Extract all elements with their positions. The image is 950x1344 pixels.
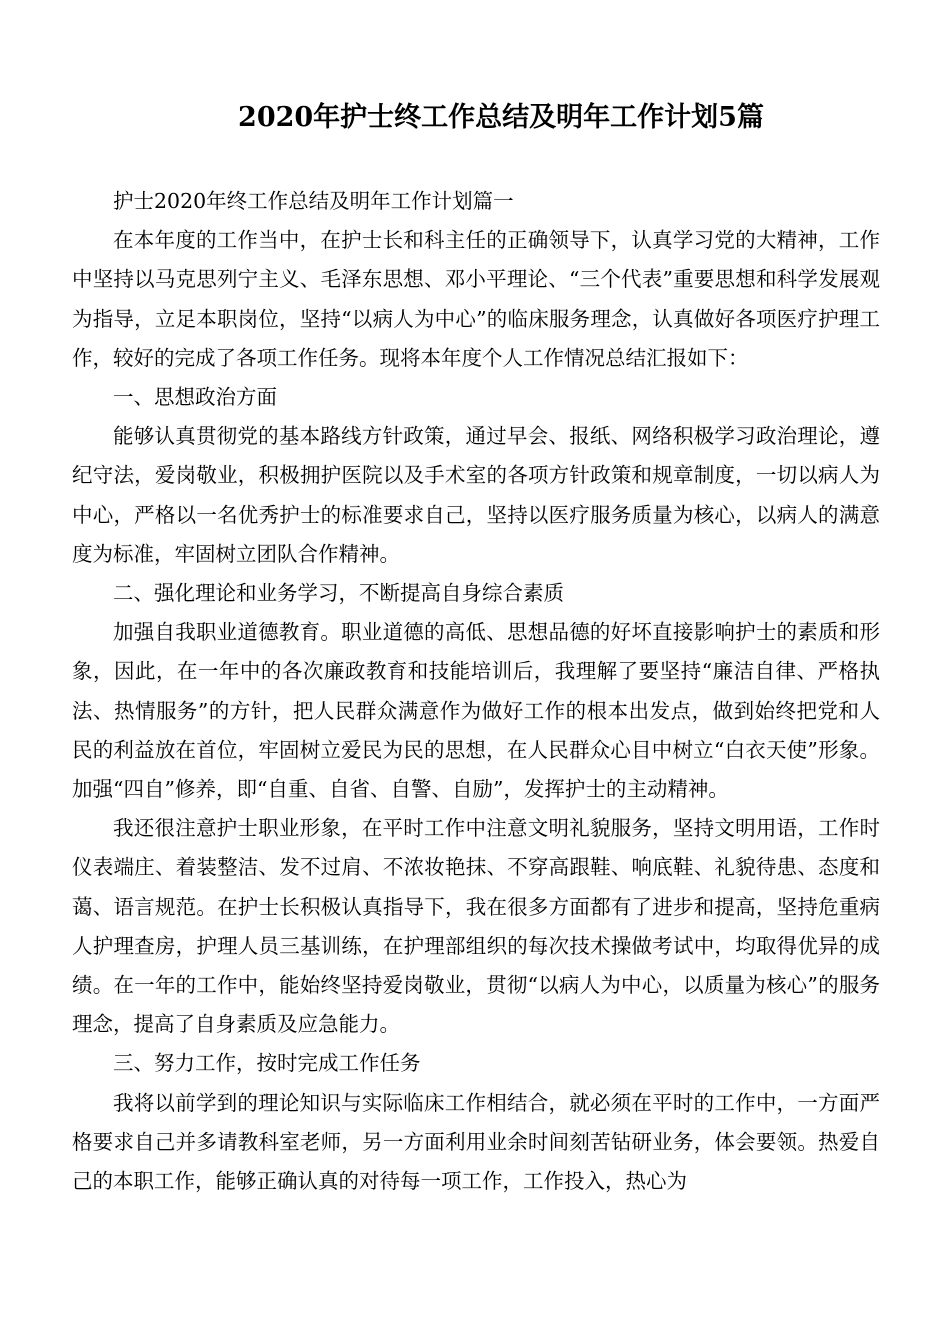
section-heading: 二、强化理论和业务学习，不断提高自身综合素质 bbox=[113, 581, 564, 606]
document-body bbox=[72, 182, 880, 1201]
document-title: 2020年护士终工作总结及明年工作计划5篇 bbox=[238, 102, 764, 133]
subtitle-paragraph: 护士2020年终工作总结及明年工作计划篇一 bbox=[113, 189, 514, 213]
section-heading: 三、努力工作，按时完成工作任务 bbox=[113, 1051, 421, 1076]
section-heading: 一、思想政治方面 bbox=[113, 385, 277, 410]
body-paragraph: 在本年度的工作当中，在护士长和科主任的正确领导下，认真学习党的大精神，工作中坚持以马克思列宁主义、毛泽东思想、邓小平理论、“三个代表”重要思想和科学发展观为指导，立足本职岗位，坚持“以病人为中心”的临床服务理念，认真做好各项医疗护理工作，较好的完成了各项工作任务。现将本年度个人工作情况总结汇报如下： bbox=[72, 228, 880, 370]
body-paragraph: 能够认真贯彻党的基本路线方针政策，通过早会、报纸、网络积极学习政治理论，遵纪守法，爱岗敬业，积极拥护医院以及手术室的各项方针政策和规章制度，一切以病人为中心，严格以一名优秀护士的标准要求自己，坚持以医疗服务质量为核心，以病人的满意度为标准，牢固树立团队合作精神。 bbox=[72, 424, 880, 566]
body-paragraph: 我还很注意护士职业形象，在平时工作中注意文明礼貌服务，坚持文明用语，工作时仪表端庄、着装整洁、发不过肩、不浓妆艳抹、不穿高跟鞋、响底鞋、礼貌待患、态度和蔼、语言规范。在护士长积极认真指导下，我在很多方面都有了进步和提高，坚持危重病人护理查房，护理人员三基训练，在护理部组织的每次技术操做考试中，均取得优异的成绩。在一年的工作中，能始终坚持爱岗敬业，贯彻“以病人为中心，以质量为核心”的服务理念，提高了自身素质及应急能力。 bbox=[72, 816, 880, 1037]
body-paragraph: 我将以前学到的理论知识与实际临床工作相结合，就必须在平时的工作中，一方面严格要求自己并多请教科室老师，另一方面利用业余时间刻苦钻研业务，体会要领。热爱自己的本职工作，能够正确认真的对待每一项工作，工作投入，热心为 bbox=[72, 1090, 880, 1194]
body-paragraph: 加强自我职业道德教育。职业道德的高低、思想品德的好坏直接影响护士的素质和形象，因此，在一年中的各次廉政教育和技能培训后，我理解了要坚持“廉洁自律、严格执法、热情服务”的方针，把人民群众满意作为做好工作的根本出发点，做到始终把党和人民的利益放在首位，牢固树立爱民为民的思想，在人民群众心目中树立“白衣天使”形象。加强“四自”修养，即“自重、自省、自警、自励”，发挥护士的主动精神。 bbox=[72, 620, 880, 802]
